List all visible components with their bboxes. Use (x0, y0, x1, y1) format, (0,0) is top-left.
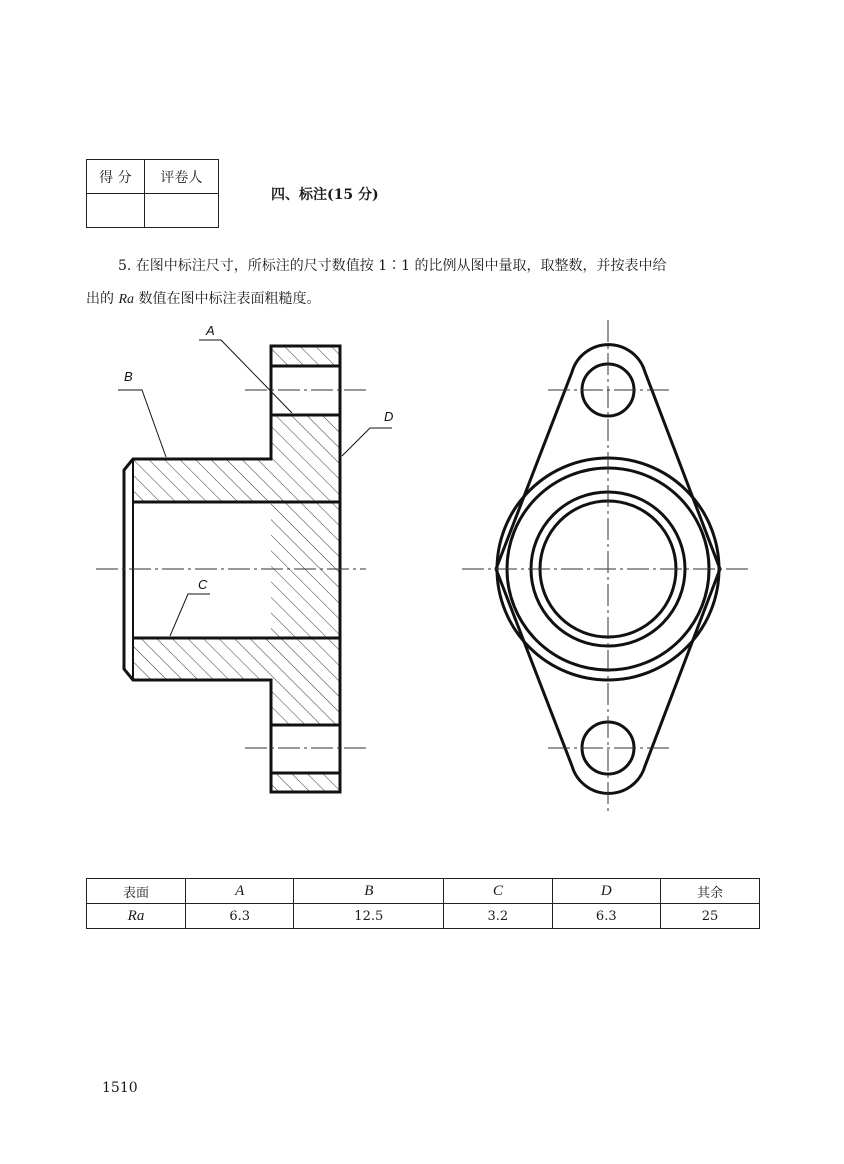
question-line-1: 5. 在图中标注尺寸，所标注的尺寸数值按 1∶1 的比例从图中量取，取整数，并按表中给 (118, 258, 667, 274)
value-cell: Ra (87, 904, 186, 929)
value-cell: 6.3 (186, 904, 294, 929)
roughness-table (86, 878, 760, 929)
label-D: D (384, 409, 394, 424)
leader-C (170, 594, 210, 636)
grader-label: 评卷人 (144, 160, 218, 194)
value-cell: 3.2 (444, 904, 552, 929)
score-label: 得 分 (87, 160, 145, 194)
value-cell: 12.5 (294, 904, 444, 929)
leader-B (118, 390, 166, 457)
upper-flange-hatch (271, 346, 340, 366)
label-B: B (124, 369, 133, 384)
leader-D (342, 428, 392, 456)
label-C: C (198, 577, 208, 592)
upper-section-hatch (133, 415, 340, 569)
lower-flange-hatch (271, 773, 340, 792)
question-line-2-ra: Ra (118, 292, 135, 307)
header-cell: C (444, 879, 552, 904)
lower-section-hatch (133, 569, 340, 725)
label-A: A (206, 323, 215, 338)
header-cell: D (552, 879, 660, 904)
value-cell: 6.3 (552, 904, 660, 929)
roughness-table-row (87, 904, 760, 929)
question-line-2-suffix: 数值在图中标注表面粗糙度。 (134, 291, 321, 307)
header-cell: B (294, 879, 444, 904)
front-section-view (96, 323, 393, 792)
value-cell: 25 (661, 904, 760, 929)
side-view (462, 320, 750, 812)
header-cell: A (186, 879, 294, 904)
question-line-2-prefix: 出的 (86, 291, 119, 307)
roughness-table-header (87, 879, 760, 904)
section-title: 四、标注(15 分) (271, 187, 379, 203)
header-cell: 其余 (661, 879, 760, 904)
page-number: 1510 (102, 1080, 138, 1096)
header-cell: 表面 (87, 879, 186, 904)
